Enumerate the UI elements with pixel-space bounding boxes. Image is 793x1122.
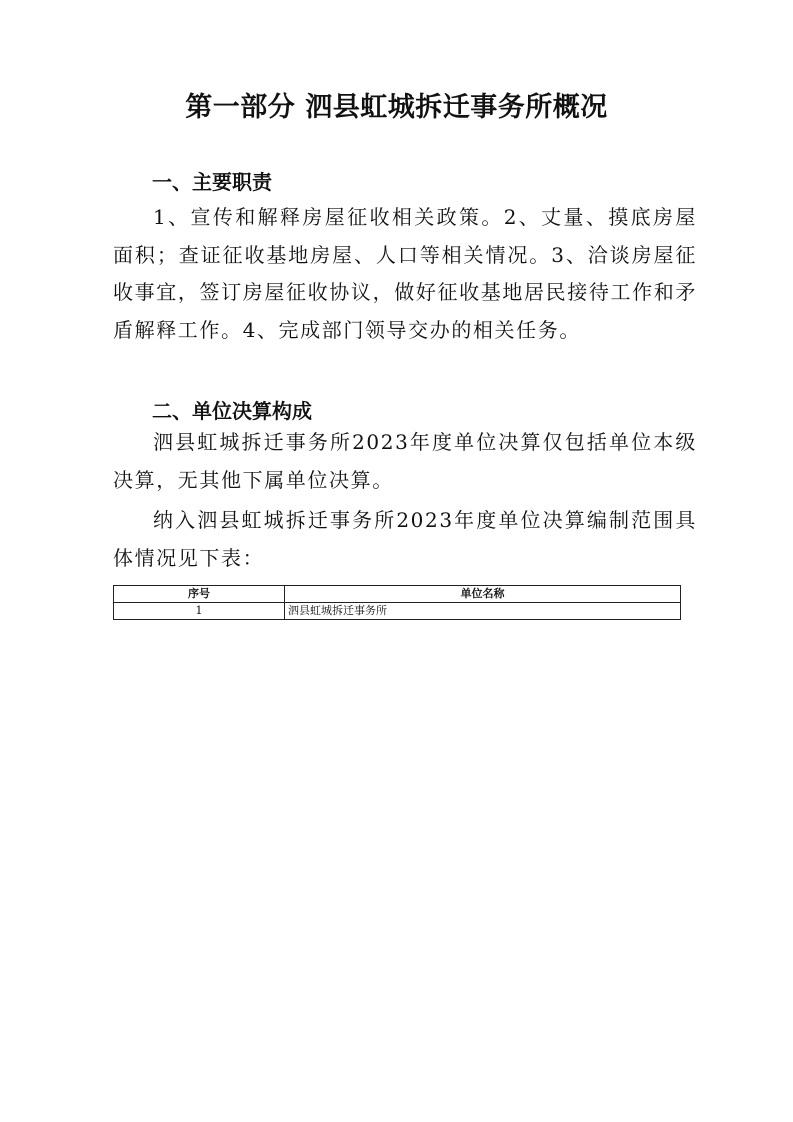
table-header-row — [114, 586, 681, 603]
page-title: 第一部分 泗县虹城拆迁事务所概况 — [185, 92, 608, 123]
table-row — [114, 603, 681, 620]
section-heading-budget-composition: 二、单位决算构成 — [152, 399, 312, 423]
table-cell-unit-name: 泗县虹城拆迁事务所 — [285, 603, 681, 620]
scope-paragraph: 纳入泗县虹城拆迁事务所2023年度单位决算编制范围具体情况见下表： — [113, 508, 697, 570]
composition-paragraph: 泗县虹城拆迁事务所2023年度单位决算仅包括单位本级决算，无其他下属单位决算。 — [113, 430, 697, 492]
column-header-seq: 序号 — [114, 586, 285, 603]
section-heading-main-duties: 一、主要职责 — [152, 170, 272, 194]
table-cell-seq: 1 — [114, 603, 285, 620]
duties-paragraph: 1、宣传和解释房屋征收相关政策。2、丈量、摸底房屋面积；查证征收基地房屋、人口等相关情况。3、洽谈房屋征收事宜，签订房屋征收协议，做好征收基地居民接待工作和矛盾解释工作。4、完成部门领导交办的相关任务。 — [113, 205, 697, 342]
unit-table — [113, 585, 681, 620]
column-header-unit-name: 单位名称 — [285, 586, 681, 603]
